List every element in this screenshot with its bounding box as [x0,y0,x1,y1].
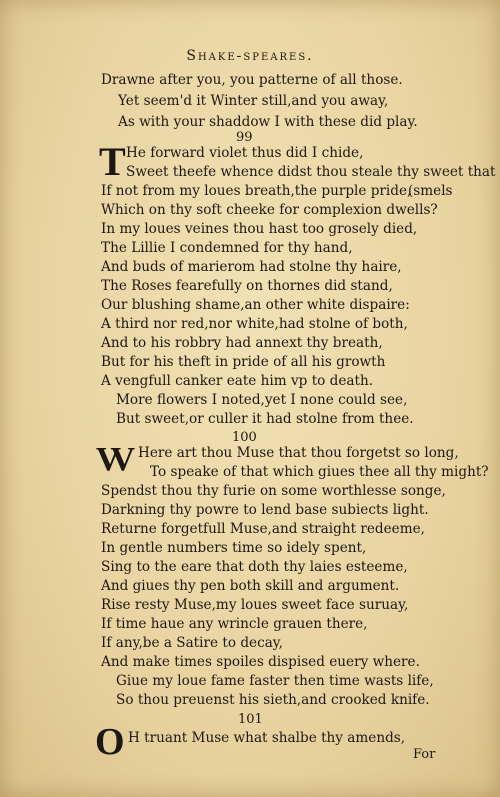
poem-line: He forward violet thus did I chide, [126,145,364,161]
poem-line: Returne forgetfull Muse,and straight redeeme, [101,521,425,537]
poem-line: A third nor red,nor white,had stolne of both, [101,316,408,332]
poem-line: And to his robbry had annext thy breath, [101,335,383,351]
poem-line: Darkning thy powre to lend base subiects light. [101,502,429,518]
poem-line: So thou preuenst his sieth,and crooked knife. [116,692,430,708]
poem-line: And make times spoiles dispised euery where. [101,654,420,670]
poem-line: More flowers I noted,yet I none could see, [116,392,408,408]
poem-line: Rise resty Muse,my loues sweet face suruay, [101,597,409,613]
catchword: For [413,747,436,762]
drop-cap: O [95,721,125,763]
poem-line: And giues thy pen both skill and argument. [101,578,400,594]
poem-line: Yet seem'd it Winter still,and you away, [118,93,389,109]
poem-line: If not from my loues breath,the purple pride, [101,183,412,199]
sonnet-number: 100 [232,430,257,445]
poem-line: Our blushing shame,an other white dispaire: [101,297,410,313]
poem-line: Spendst thou thy furie on some worthlesse songe, [101,483,446,499]
poem-line: As with your shaddow I with these did play. [118,114,418,130]
poem-line: To speake of that which giues thee all thy might? [150,464,489,480]
sonnet-number: 99 [236,130,253,145]
poem-line: Sing to the eare that doth thy laies esteeme, [101,559,408,575]
poem-line: If time haue any wrincle grauen there, [101,616,368,632]
poem-line: Sweet theefe whence didst thou steale thy sweet that [126,164,496,180]
poem-line: Here art thou Muse that thou forgetst so long, [138,445,459,461]
drop-cap: VV [96,441,126,478]
poem-line: A vengfull canker eate him vp to death. [101,373,374,389]
poem-line: But for his theft in pride of all his growth [101,354,386,370]
poem-line: And buds of marierom had stolne thy haire, [101,259,402,275]
poem-line: The Roses fearefully on thornes did stand, [101,278,393,294]
running-head: Shake-speares. [186,48,314,64]
poem-line: Drawne after you, you patterne of all those. [101,72,403,88]
poem-line: Which on thy soft cheeke for complexion dwells? [101,202,438,218]
poem-line-turnover: (smels [408,183,453,199]
poem-line: Giue my loue fame faster then time wasts life, [116,673,434,689]
drop-cap: T [99,139,126,184]
poem-line: But sweet,or culler it had stolne from thee. [116,411,414,427]
poem-line: In my loues veines thou hast too grosely died, [101,221,418,237]
poem-line: H truant Muse what shalbe thy amends, [128,730,406,746]
poem-line: The Lillie I condemned for thy hand, [101,240,353,256]
sonnet-number: 101 [238,712,263,727]
poem-line: In gentle numbers time so idely spent, [101,540,367,556]
poem-line: If any,be a Satire to decay, [101,635,283,651]
